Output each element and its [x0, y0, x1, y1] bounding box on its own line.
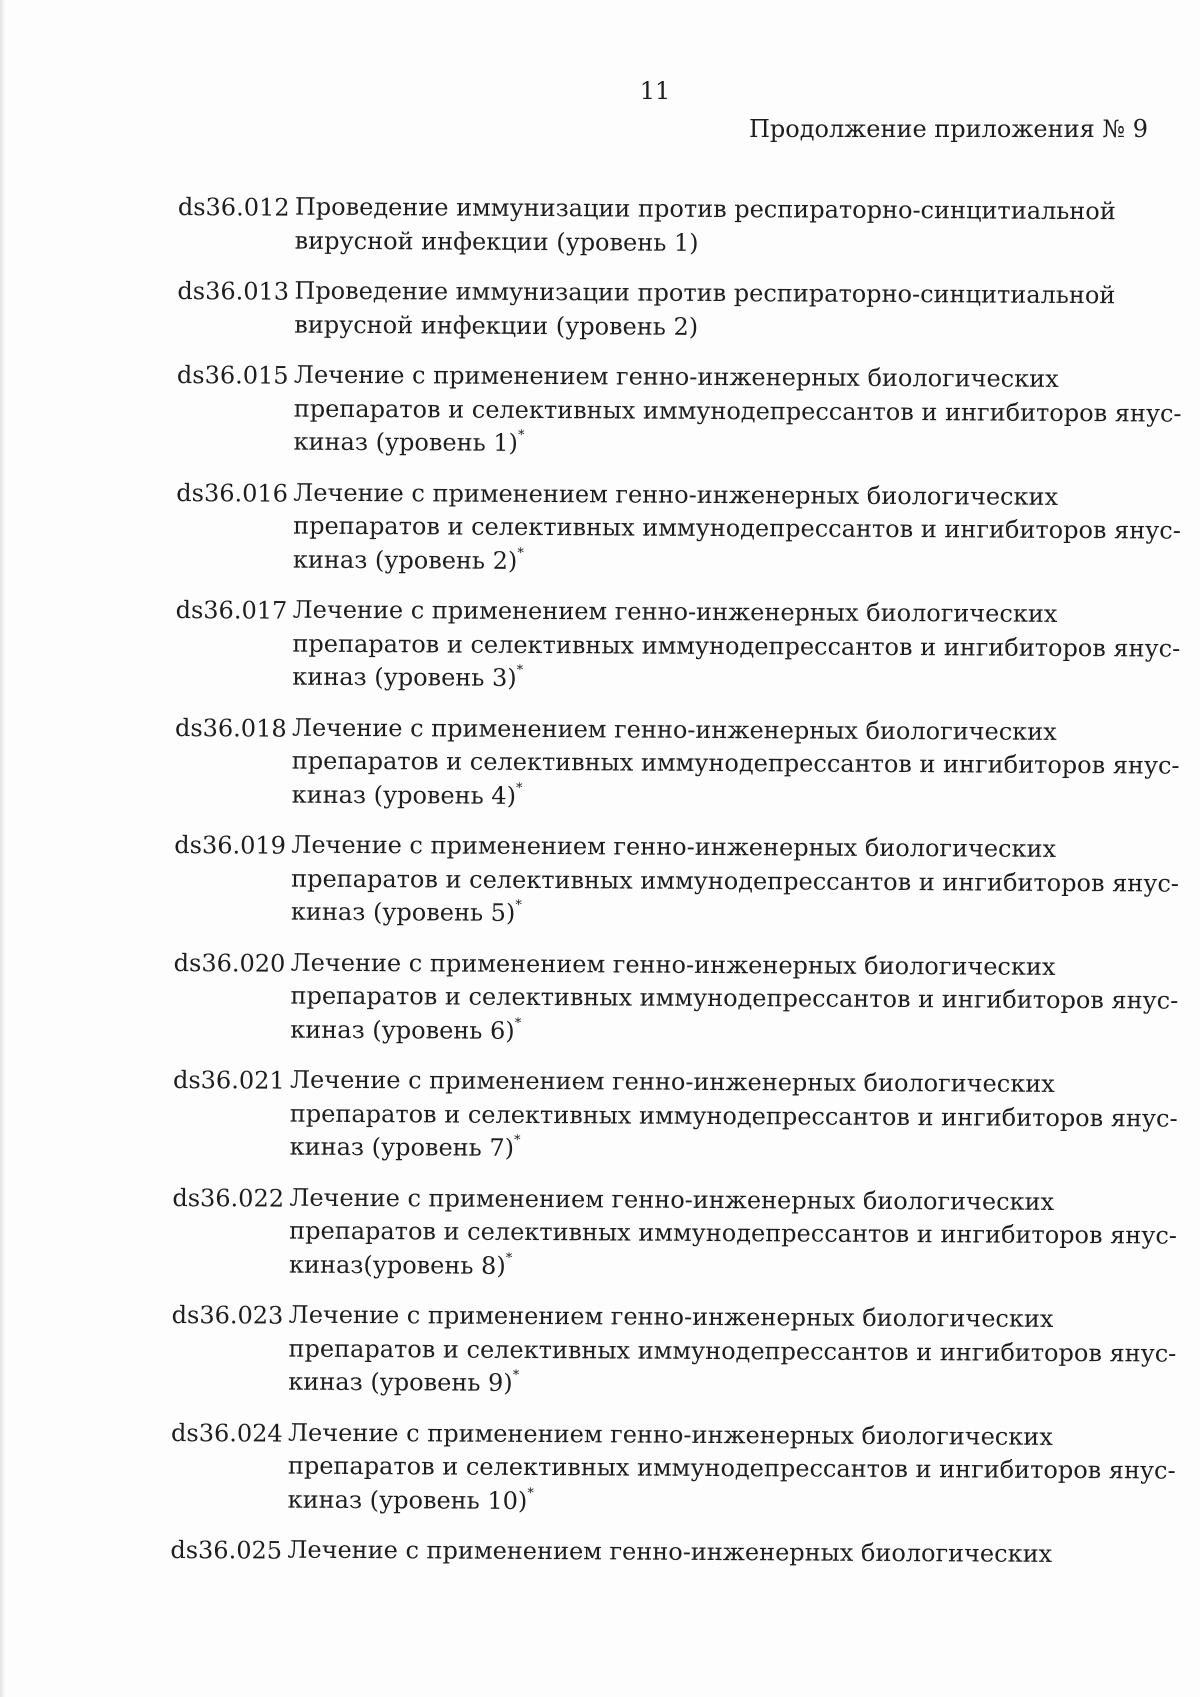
list-item	[177, 274, 1152, 346]
footnote-marker: *	[517, 427, 525, 443]
entry-description	[295, 191, 1153, 263]
list-item	[172, 1180, 1178, 1286]
appendix-continuation-note: Продолжение приложения № 9	[748, 115, 1148, 143]
entry-description-line	[293, 543, 1181, 581]
entry-description-line	[289, 1181, 1177, 1219]
footnote-marker: *	[516, 662, 524, 678]
entry-line-text: киназ (уровень 6)	[290, 1015, 515, 1045]
entry-line-text: Лечение с применением генно-инженерных биологических	[293, 478, 1059, 511]
entry-description	[291, 829, 1179, 934]
entry-code: ds36.019	[174, 830, 287, 860]
entry-description	[292, 594, 1180, 699]
entry-line-text: препаратов и селективных иммунодепрессантов и ингибиторов янус-	[291, 746, 1180, 780]
entry-line-text: вирусной инфекции (уровень 2)	[294, 310, 699, 341]
entry-line-text: Лечение с применением генно-инженерных биологических	[289, 1183, 1055, 1216]
entry-line-text: Лечение с применением генно-инженерных биологических	[288, 1300, 1054, 1333]
entry-description-line	[291, 829, 1179, 867]
entry-description-line	[290, 980, 1178, 1018]
entry-description	[290, 1064, 1178, 1169]
entry-description-line	[293, 510, 1181, 548]
entry-code: ds36.013	[177, 276, 290, 306]
list-item	[172, 1063, 1178, 1169]
footnote-marker: *	[514, 1132, 521, 1148]
entry-line-text: киназ(уровень 8)	[288, 1250, 506, 1280]
entry-code: ds36.022	[172, 1183, 285, 1213]
list-item	[170, 1533, 1145, 1572]
footnote-marker: *	[515, 780, 523, 796]
entry-description	[288, 1299, 1176, 1404]
entry-line-text: Лечение с применением генно-инженерных биологических	[289, 1065, 1055, 1098]
list-item	[171, 1298, 1177, 1404]
entry-code: ds36.024	[170, 1418, 283, 1448]
entry-line-text: Проведение иммунизации против респираторно-синцитиальной	[294, 192, 1116, 226]
entry-code: ds36.018	[174, 713, 287, 743]
entry-line-text: Лечение с применением генно-инженерных биологических	[293, 360, 1059, 393]
entry-line-text: Проведение иммунизации против респираторно-синцитиальной	[294, 276, 1116, 310]
entry-description	[290, 946, 1178, 1051]
footnote-marker: *	[515, 897, 522, 913]
entry-description-line	[292, 778, 1180, 816]
entry-description-line	[289, 1248, 1177, 1286]
entry-description-line	[288, 1450, 1176, 1488]
page-number: 11	[639, 77, 671, 105]
list-item	[170, 1415, 1176, 1521]
entry-description-line	[292, 627, 1180, 665]
entry-line-text: препаратов и селективных иммунодепрессантов и ингибиторов янус-	[293, 394, 1182, 428]
entry-line-text: препаратов и селективных иммунодепрессантов и ингибиторов янус-	[290, 981, 1179, 1015]
entry-description-line	[289, 1215, 1177, 1253]
footnote-marker: *	[505, 1250, 513, 1266]
footnote-marker: *	[527, 1485, 534, 1501]
entry-line-text: препаратов и селективных иммунодепрессантов и ингибиторов янус-	[292, 629, 1181, 663]
entry-line-text: препаратов и селективных иммунодепрессантов и ингибиторов янус-	[293, 511, 1181, 545]
entry-line-text: Лечение с применением генно-инженерных биологических	[292, 595, 1058, 628]
entry-code: ds36.012	[177, 192, 290, 222]
entry-line-text: вирусной инфекции (уровень 1)	[294, 226, 699, 257]
entry-code: ds36.017	[175, 595, 288, 625]
footnote-marker: *	[514, 1015, 522, 1031]
entry-description-line	[289, 1299, 1177, 1337]
entry-line-text: препаратов и селективных иммунодепрессантов и ингибиторов янус-	[289, 1216, 1178, 1250]
entry-description-line	[288, 1483, 1176, 1521]
entry-description	[293, 476, 1181, 581]
entry-line-text: препаратов и селективных иммунодепрессантов и ингибиторов янус-	[287, 1451, 1176, 1485]
entry-description	[288, 1416, 1176, 1521]
list-item	[176, 475, 1181, 581]
footnote-marker: *	[517, 545, 524, 561]
entry-description-line	[294, 275, 1152, 313]
entry-description-line	[288, 1366, 1176, 1404]
entry-description-line	[290, 1131, 1178, 1169]
entry-description-line	[294, 308, 1152, 346]
entry-description-line	[295, 224, 1153, 262]
entry-description-line	[294, 359, 1182, 397]
entry-description-line	[287, 1534, 1145, 1572]
entry-code: ds36.023	[171, 1300, 284, 1330]
entry-line-text: киназ (уровень 9)	[288, 1367, 513, 1397]
entry-line-text: Лечение с применением генно-инженерных биологических	[287, 1535, 1053, 1568]
entry-line-text: киназ (уровень 4)	[291, 780, 517, 810]
list-item	[176, 358, 1182, 464]
list-item	[175, 593, 1181, 699]
entry-description-line	[290, 1013, 1178, 1051]
entry-description-line	[293, 426, 1181, 464]
entry-description-line	[292, 661, 1180, 699]
entry-line-text: препаратов и селективных иммунодепрессантов и ингибиторов янус-	[291, 864, 1180, 898]
entry-description-line	[295, 191, 1153, 229]
entry-description-line	[294, 392, 1182, 430]
scan-edge	[0, 0, 6, 1697]
footnote-marker: *	[512, 1367, 520, 1383]
entry-description-line	[293, 594, 1181, 632]
entry-line-text: киназ (уровень 2)	[292, 545, 518, 575]
entry-line-text: киназ (уровень 3)	[292, 662, 517, 692]
entry-line-text: Лечение с применением генно-инженерных биологических	[291, 830, 1057, 863]
entry-line-text: киназ (уровень 5)	[290, 897, 516, 927]
list-item	[173, 945, 1179, 1051]
list-item	[174, 828, 1180, 934]
entry-line-text: киназ (уровень 7)	[289, 1132, 515, 1162]
list-item	[178, 190, 1153, 262]
entry-description-line	[291, 862, 1179, 900]
entry-description	[294, 275, 1152, 347]
entry-description-line	[290, 1064, 1178, 1102]
entry-line-text: киназ (уровень 1)	[293, 427, 519, 457]
entry-line-text: Лечение с применением генно-инженерных биологических	[291, 713, 1057, 746]
entry-line-text: киназ (уровень 10)	[287, 1485, 528, 1515]
entry-line-text: Лечение с применением генно-инженерных биологических	[287, 1418, 1053, 1451]
entry-description-line	[291, 946, 1179, 984]
entry-description-line	[293, 476, 1181, 514]
entry-code: ds36.015	[176, 360, 289, 390]
entry-description-line	[291, 896, 1179, 934]
entry-code: ds36.016	[176, 478, 289, 508]
entry-code: ds36.020	[173, 948, 286, 978]
entry-description	[292, 711, 1180, 816]
entry-description	[293, 359, 1181, 464]
entry-description-line	[292, 745, 1180, 783]
entry-list	[170, 190, 1182, 1589]
entry-code: ds36.025	[170, 1535, 283, 1565]
list-item	[174, 710, 1180, 816]
entry-description-line	[288, 1332, 1176, 1370]
entry-line-text: препаратов и селективных иммунодепрессантов и ингибиторов янус-	[289, 1099, 1178, 1133]
entry-description-line	[290, 1097, 1178, 1135]
entry-line-text: Лечение с применением генно-инженерных биологических	[290, 948, 1056, 981]
entry-description	[289, 1181, 1177, 1286]
entry-code: ds36.021	[172, 1065, 285, 1095]
entry-description-line	[288, 1416, 1176, 1454]
entry-description	[287, 1534, 1145, 1572]
entry-description-line	[292, 711, 1180, 749]
entry-line-text: препаратов и селективных иммунодепрессантов и ингибиторов янус-	[288, 1334, 1177, 1368]
